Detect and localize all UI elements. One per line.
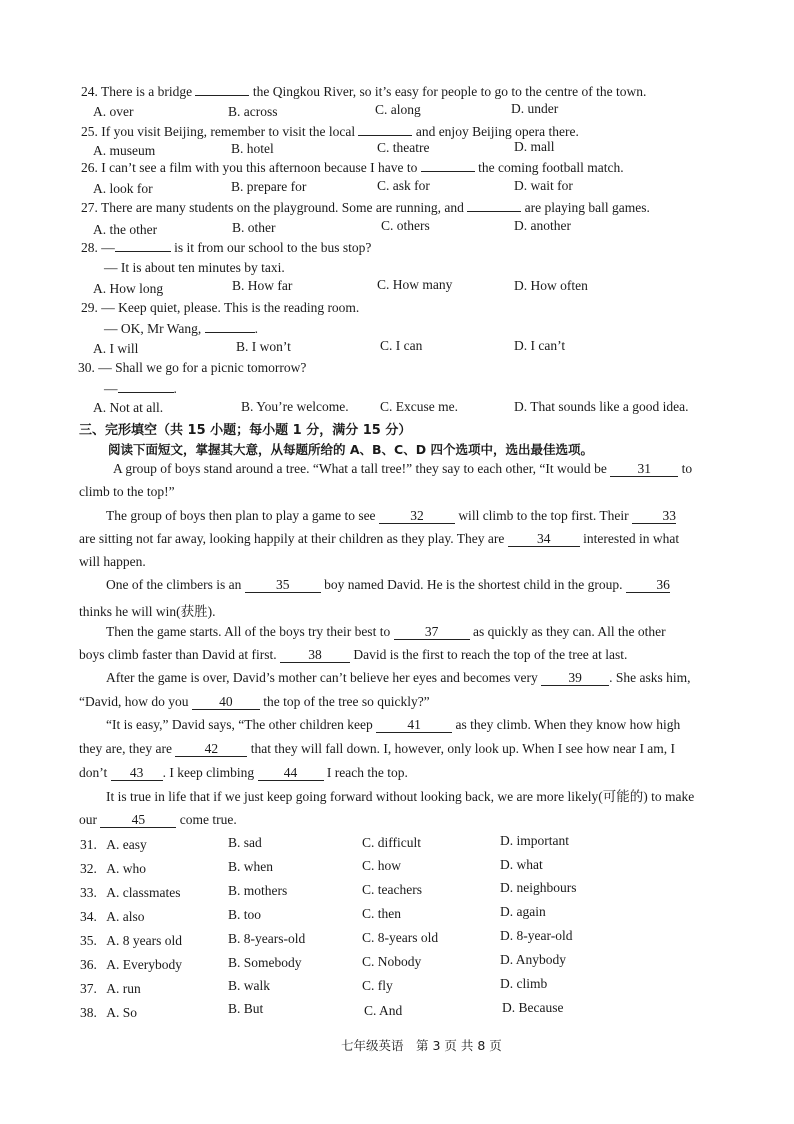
option-c: C. teachers (362, 882, 422, 897)
blank-35[interactable]: 35 (245, 578, 321, 593)
passage-text: don’t (79, 765, 108, 780)
option-c: C. How many (377, 277, 453, 292)
question-27 (81, 200, 650, 216)
option-a: A. How long (93, 281, 164, 296)
passage-line: It is true in life that if we just keep going forward without looking back, we are more likely(可能的) to make (106, 789, 695, 804)
passage-text: boys climb faster than David at first. (79, 647, 277, 662)
passage-text: are sitting not far away, looking happily at their children as they play. They are (79, 531, 505, 546)
option-a: A. I will (93, 341, 139, 356)
passage-text: After the game is over, David’s mother can’t believe her eyes and becomes very (106, 670, 538, 685)
option-b: B. other (232, 220, 276, 235)
passage-text: “It is easy,” David says, “The other children keep (106, 717, 373, 732)
passage-line (106, 624, 666, 640)
option-c: C. And (364, 1003, 403, 1018)
option-d: D. climb (500, 976, 548, 991)
passage-text: as quickly as they can. All the other (472, 624, 666, 639)
question-number: 35. (80, 933, 97, 948)
option-d: D. another (514, 218, 571, 233)
option-a: A. easy (106, 837, 147, 852)
passage-line (106, 670, 691, 686)
passage-text: will climb to the top first. Their (458, 508, 629, 523)
period: . (254, 321, 259, 336)
blank-34[interactable]: 34 (508, 532, 580, 547)
option-d: D. I can’t (514, 338, 566, 353)
question-number: 26. (81, 160, 98, 175)
blank-45[interactable]: 45 (100, 813, 176, 828)
blank-33[interactable]: 33 (632, 509, 676, 524)
option-a: A. the other (93, 222, 158, 237)
passage-text: A group of boys stand around a tree. “What a tall tree!” they say to each other, “It would be (113, 461, 607, 476)
passage-text: “David, how do you (79, 694, 189, 709)
option-row-32 (80, 861, 146, 877)
option-c: C. 8-years old (362, 930, 439, 945)
question-text: are playing ball games. (524, 200, 650, 215)
question-28 (81, 240, 371, 256)
option-b: B. 8-years-old (228, 931, 306, 946)
answer-blank[interactable] (421, 171, 475, 172)
option-a: A. Not at all. (93, 400, 164, 415)
option-a: A. also (106, 909, 145, 924)
passage-text: I reach the top. (326, 765, 408, 780)
passage-line (113, 461, 692, 477)
option-row-38 (80, 1005, 137, 1021)
option-c: C. ask for (377, 178, 430, 193)
passage-line (79, 694, 430, 710)
option-b: B. too (228, 907, 262, 922)
option-b: B. when (228, 859, 273, 874)
passage-text: to (681, 461, 693, 476)
passage-text: David is the first to reach the top of the tree at last. (353, 647, 628, 662)
answer-blank[interactable] (195, 95, 249, 96)
blank-39[interactable]: 39 (541, 671, 609, 686)
option-c: C. theatre (377, 140, 430, 155)
passage-text: our (79, 812, 97, 827)
blank-42[interactable]: 42 (175, 742, 247, 757)
question-26 (81, 160, 624, 176)
passage-line (106, 717, 680, 733)
answer-blank[interactable] (205, 332, 255, 333)
blank-43[interactable]: 43 (111, 766, 163, 781)
dialogue-text: — (104, 381, 118, 396)
passage-text: as they climb. When they know how high (455, 717, 681, 732)
answer-blank[interactable] (358, 135, 412, 136)
option-a: A. 8 years old (106, 933, 182, 948)
answer-blank[interactable] (118, 392, 174, 393)
question-text: — (101, 240, 115, 255)
passage-text: . I keep climbing (162, 765, 255, 780)
passage-text: Then the game starts. All of the boys try their best to (106, 624, 391, 639)
passage-line (79, 741, 675, 757)
question-text: and enjoy Beijing opera there. (415, 124, 579, 139)
option-d: D. under (511, 101, 559, 116)
passage-text: One of the climbers is an (106, 577, 242, 592)
question-29 (81, 300, 359, 316)
answer-blank[interactable] (467, 211, 521, 212)
blank-41[interactable]: 41 (376, 718, 452, 733)
passage-line (79, 765, 408, 781)
passage-line: thinks he will win(获胜). (79, 604, 216, 619)
section-title: 三、完形填空（共 15 小题；每小题 1 分，满分 15 分） (79, 423, 412, 438)
passage-line: will happen. (79, 554, 146, 569)
blank-38[interactable]: 38 (280, 648, 350, 663)
passage-text: that they will fall down. I, however, only look up. When I see how near I am, I (250, 741, 676, 756)
option-a: A. who (106, 861, 146, 876)
option-a: A. look for (93, 181, 153, 196)
option-b: B. I won’t (236, 339, 291, 354)
question-text: — Keep quiet, please. This is the reading room. (101, 300, 360, 315)
passage-line (79, 812, 237, 828)
option-c: C. then (362, 906, 401, 921)
option-c: C. difficult (362, 835, 421, 850)
option-d: D. wait for (514, 178, 573, 193)
option-d: D. important (500, 833, 569, 848)
option-row-31 (80, 837, 147, 853)
option-a: A. classmates (106, 885, 181, 900)
passage-text: the top of the tree so quickly?” (263, 694, 430, 709)
option-b: B. You’re welcome. (241, 399, 349, 414)
dialogue-line (104, 381, 177, 397)
dialogue-text: — OK, Mr Wang, (104, 321, 202, 336)
question-number: 37. (80, 981, 97, 996)
option-b: B. sad (228, 835, 262, 850)
option-b: B. How far (232, 278, 293, 293)
question-24 (81, 84, 646, 100)
option-b: B. Somebody (228, 955, 302, 970)
option-b: B. prepare for (231, 179, 307, 194)
dialogue-line: — It is about ten minutes by taxi. (104, 260, 285, 275)
option-a: A. run (106, 981, 141, 996)
blank-32[interactable]: 32 (379, 509, 455, 524)
option-d: D. 8-year-old (500, 928, 573, 943)
option-d: D. what (500, 857, 543, 872)
option-b: B. across (228, 104, 278, 119)
passage-text: interested in what (583, 531, 680, 546)
passage-text: . She asks him, (609, 670, 691, 685)
question-30 (78, 360, 306, 376)
question-number: 34. (80, 909, 97, 924)
option-row-36 (80, 957, 182, 973)
option-d: D. Because (502, 1000, 564, 1015)
option-c: C. fly (362, 978, 393, 993)
question-number: 36. (80, 957, 97, 972)
passage-text: they are, they are (79, 741, 172, 756)
passage-text: come true. (179, 812, 237, 827)
blank-37[interactable]: 37 (394, 625, 470, 640)
section-instruction: 阅读下面短文，掌握其大意，从每题所给的 A、B、C、D 四个选项中，选出最佳选项。 (108, 442, 593, 457)
option-c: C. along (375, 102, 421, 117)
question-text: — Shall we go for a picnic tomorrow? (98, 360, 307, 375)
question-number: 38. (80, 1005, 97, 1020)
question-text: There are many students on the playground. Some are running, and (101, 200, 464, 215)
passage-text: The group of boys then plan to play a game to see (106, 508, 376, 523)
option-a: A. So (106, 1005, 138, 1020)
page-footer: 七年级英语 第 3 页 共 8 页 (341, 1038, 502, 1053)
option-c: C. Excuse me. (380, 399, 458, 414)
option-a: A. Everybody (106, 957, 182, 972)
blank-40[interactable]: 40 (192, 695, 260, 710)
option-c: C. others (381, 218, 430, 233)
option-row-35 (80, 933, 182, 949)
question-number: 25. (81, 124, 98, 139)
question-text: the Qingkou River, so it’s easy for people to go to the centre of the town. (252, 84, 647, 99)
option-row-37 (80, 981, 141, 997)
period: . (173, 381, 177, 396)
option-d: D. neighbours (500, 880, 577, 895)
blank-31[interactable]: 31 (610, 462, 678, 477)
option-b: B. But (228, 1001, 264, 1016)
blank-44[interactable]: 44 (258, 766, 324, 781)
option-d: D. How often (514, 278, 588, 293)
blank-36[interactable]: 36 (626, 578, 670, 593)
question-25 (81, 124, 579, 140)
option-d: D. That sounds like a good idea. (514, 399, 689, 414)
question-number: 32. (80, 861, 97, 876)
question-text: the coming football match. (478, 160, 624, 175)
option-row-34 (80, 909, 145, 925)
question-text: is it from our school to the bus stop? (174, 240, 372, 255)
passage-line (106, 508, 676, 524)
passage-line (79, 531, 679, 547)
question-text: There is a bridge (101, 84, 193, 99)
option-d: D. mall (514, 139, 555, 154)
question-number: 33. (80, 885, 97, 900)
option-a: A. museum (93, 143, 156, 158)
question-number: 30. (78, 360, 95, 375)
question-text: I can’t see a film with you this afternoon because I have to (101, 160, 418, 175)
option-b: B. walk (228, 978, 270, 993)
question-number: 29. (81, 300, 98, 315)
option-c: C. how (362, 858, 402, 873)
option-d: D. again (500, 904, 546, 919)
option-row-33 (80, 885, 180, 901)
option-c: C. I can (380, 338, 423, 353)
option-b: B. hotel (231, 141, 274, 156)
option-a: A. over (93, 104, 134, 119)
dialogue-line (104, 321, 258, 337)
option-b: B. mothers (228, 883, 288, 898)
answer-blank[interactable] (115, 251, 171, 252)
question-number: 31. (80, 837, 97, 852)
question-number: 28. (81, 240, 98, 255)
passage-line: climb to the top!” (79, 484, 175, 499)
option-d: D. Anybody (500, 952, 567, 967)
question-number: 27. (81, 200, 98, 215)
question-number: 24. (81, 84, 98, 99)
passage-text: boy named David. He is the shortest child in the group. (324, 577, 623, 592)
option-c: C. Nobody (362, 954, 422, 969)
question-text: If you visit Beijing, remember to visit the local (101, 124, 356, 139)
passage-line (79, 647, 627, 663)
passage-line (106, 577, 670, 593)
